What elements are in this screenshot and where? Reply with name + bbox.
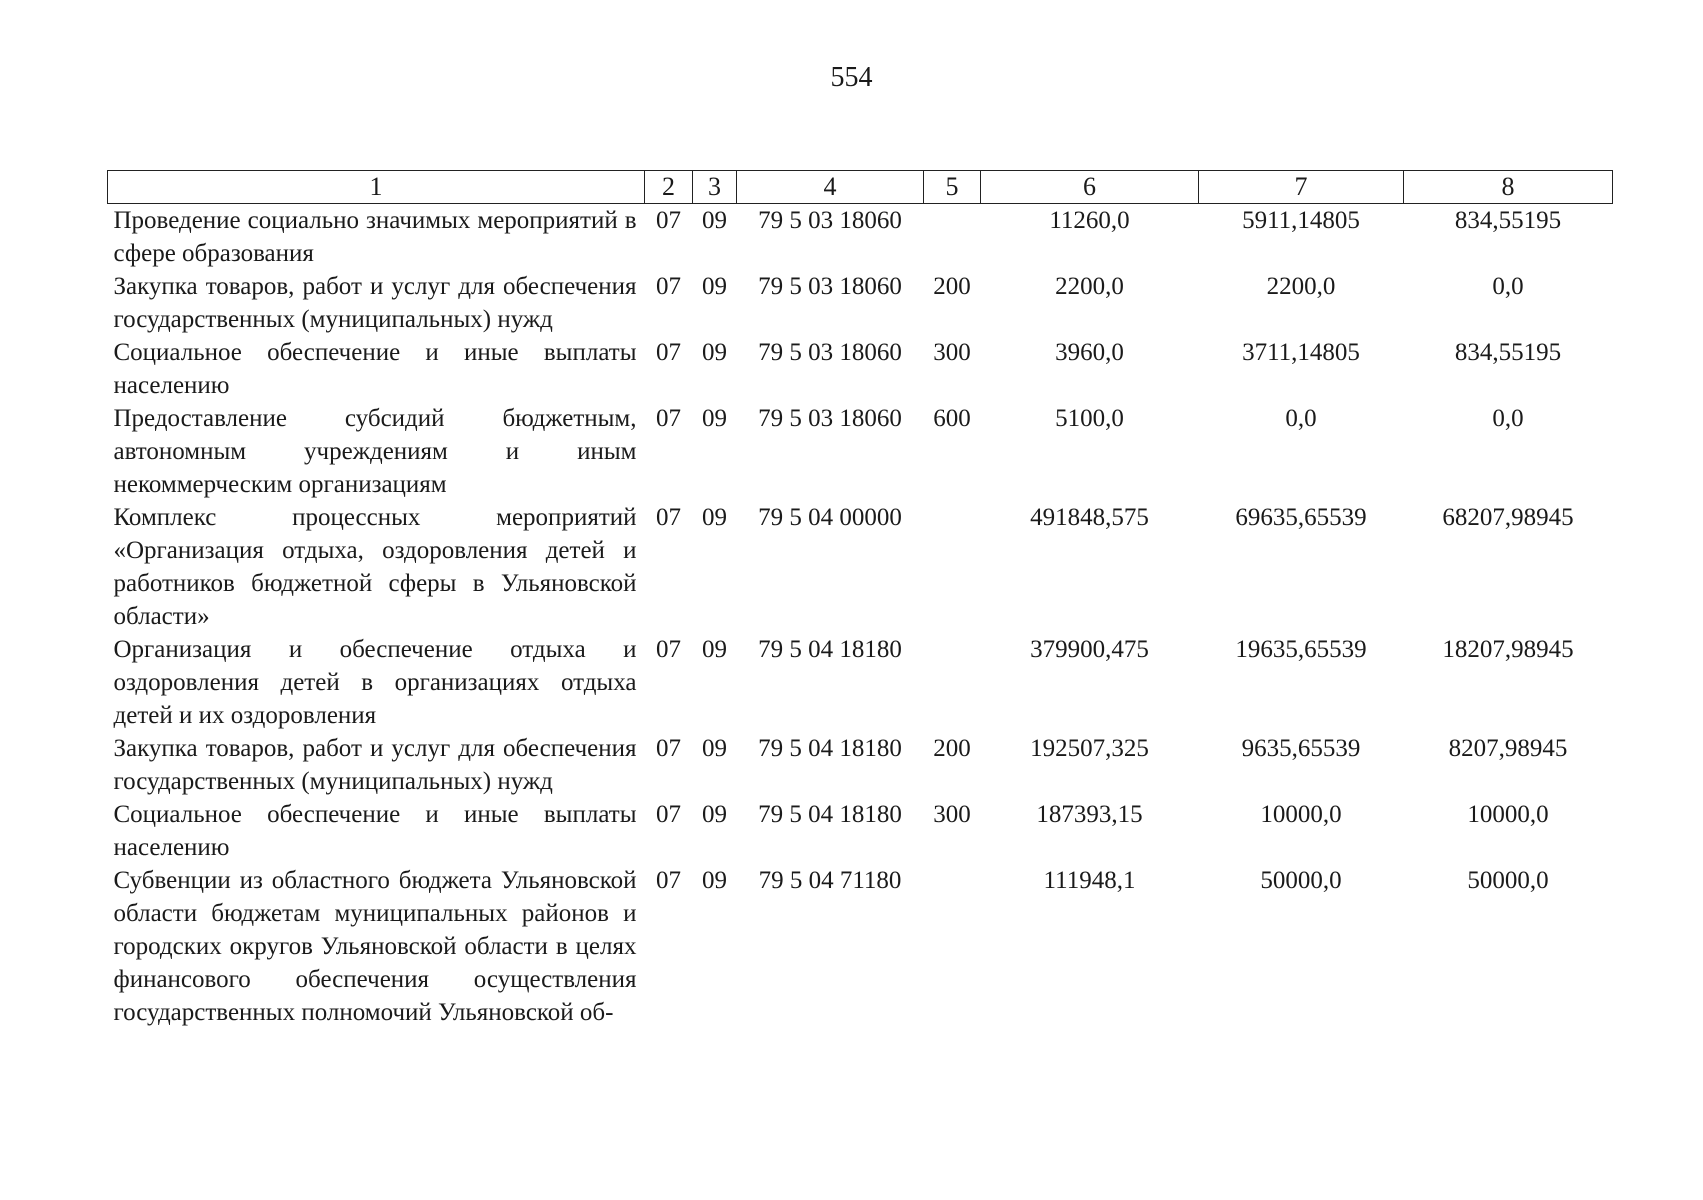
row-expense-type: 200	[933, 735, 971, 762]
row-subsection: 09	[702, 405, 727, 432]
header-col-8: 8	[1404, 171, 1613, 204]
row-amount-col7: 10000,0	[1260, 801, 1342, 828]
row-section: 07	[656, 867, 681, 894]
row-expense-type: 300	[933, 801, 971, 828]
row-amount-col6: 3960,0	[1055, 339, 1124, 366]
row-expense-type	[924, 864, 981, 1029]
row-name: Закупка товаров, работ и услуг для обеспечения государственных (муниципальных) нужд	[113, 273, 637, 333]
row-amount-col8: 834,55195	[1454, 339, 1562, 366]
header-col-5: 5	[924, 171, 981, 204]
row-name: Комплекс процессных мероприятий «Организация отдыха, оздоровления детей и работников бюджетной сферы в Ульяновской области»	[113, 504, 637, 630]
row-subsection: 09	[702, 207, 727, 234]
table-row	[108, 204, 1613, 271]
table-body	[108, 204, 1613, 1030]
row-amount-col6: 5100,0	[1055, 405, 1124, 432]
table-row	[108, 270, 1613, 336]
row-target-article: 79 5 03 18060	[758, 207, 902, 234]
row-name: Закупка товаров, работ и услуг для обеспечения государственных (муниципальных) нужд	[113, 735, 637, 795]
row-target-article: 79 5 03 18060	[758, 273, 902, 300]
row-amount-col8: 0,0	[1492, 273, 1524, 300]
row-amount-col8: 10000,0	[1467, 801, 1549, 828]
row-target-article: 79 5 04 18180	[758, 735, 902, 762]
row-section: 07	[656, 207, 681, 234]
page-number	[0, 62, 1703, 94]
row-section: 07	[656, 735, 681, 762]
row-amount-col8: 0,0	[1492, 405, 1524, 432]
row-amount-col7: 19635,65539	[1235, 636, 1367, 663]
row-section: 07	[656, 504, 681, 531]
row-expense-type	[924, 501, 981, 633]
row-subsection: 09	[702, 504, 727, 531]
row-expense-type	[924, 633, 981, 732]
row-section: 07	[656, 405, 681, 432]
row-amount-col8: 834,55195	[1454, 207, 1562, 234]
row-amount-col8: 68207,98945	[1442, 504, 1574, 531]
row-subsection: 09	[702, 636, 727, 663]
row-amount-col7: 50000,0	[1260, 867, 1342, 894]
row-subsection: 09	[702, 735, 727, 762]
row-target-article: 79 5 04 71180	[758, 867, 902, 894]
table-row	[108, 633, 1613, 732]
header-col-7: 7	[1199, 171, 1404, 204]
page-number-text: 554	[830, 62, 873, 93]
row-name: Организация и обеспечение отдыха и оздоровления детей в организациях отдыха детей и их оздоровления	[113, 636, 637, 729]
row-amount-col6: 379900,475	[1030, 636, 1149, 663]
header-col-3: 3	[693, 171, 737, 204]
table-row	[108, 336, 1613, 402]
row-target-article: 79 5 04 18180	[758, 636, 902, 663]
row-amount-col7: 9635,65539	[1241, 735, 1361, 762]
row-section: 07	[656, 636, 681, 663]
row-amount-col8: 8207,98945	[1448, 735, 1568, 762]
row-expense-type: 200	[933, 273, 971, 300]
row-amount-col7: 2200,0	[1266, 273, 1336, 300]
row-amount-col7: 5911,14805	[1242, 207, 1360, 234]
table-row	[108, 501, 1613, 633]
header-col-1: 1	[108, 171, 645, 204]
header-col-2: 2	[645, 171, 693, 204]
row-amount-col7: 0,0	[1285, 405, 1317, 432]
row-target-article: 79 5 04 18180	[758, 801, 902, 828]
row-amount-col6: 192507,325	[1030, 735, 1149, 762]
row-subsection: 09	[702, 801, 727, 828]
row-name: Предоставление субсидий бюджетным, автономным учреждениям и иным некоммерческим организациям	[113, 405, 637, 498]
row-amount-col7: 3711,14805	[1242, 339, 1360, 366]
row-subsection: 09	[702, 867, 727, 894]
table-row	[108, 864, 1613, 1029]
table-row	[108, 402, 1613, 501]
row-subsection: 09	[702, 273, 727, 300]
header-col-6: 6	[981, 171, 1199, 204]
row-expense-type	[924, 204, 981, 271]
row-name: Социальное обеспечение и иные выплаты населению	[113, 801, 637, 861]
row-expense-type: 600	[933, 405, 971, 432]
row-name: Проведение социально значимых мероприятий в сфере образования	[113, 207, 637, 267]
row-name: Социальное обеспечение и иные выплаты населению	[113, 339, 637, 399]
row-target-article: 79 5 04 00000	[758, 504, 902, 531]
table-row	[108, 798, 1613, 864]
budget-table	[107, 170, 1613, 1029]
row-amount-col8: 18207,98945	[1442, 636, 1574, 663]
table-row	[108, 732, 1613, 798]
row-amount-col8: 50000,0	[1467, 867, 1549, 894]
row-section: 07	[656, 801, 681, 828]
row-target-article: 79 5 03 18060	[758, 339, 902, 366]
header-row	[108, 171, 1613, 204]
row-section: 07	[656, 273, 681, 300]
row-amount-col6: 11260,0	[1049, 207, 1130, 234]
row-name: Субвенции из областного бюджета Ульяновской области бюджетам муниципальных районов и городских округов Ульяновской области в целях финансового обеспечения осуществления государственных полномочий Ульяновской об-	[113, 867, 637, 1026]
header-col-4: 4	[737, 171, 924, 204]
row-amount-col6: 491848,575	[1030, 504, 1149, 531]
row-amount-col6: 187393,15	[1036, 801, 1143, 828]
row-target-article: 79 5 03 18060	[758, 405, 902, 432]
table-header	[108, 171, 1613, 204]
row-amount-col7: 69635,65539	[1235, 504, 1367, 531]
row-amount-col6: 2200,0	[1055, 273, 1124, 300]
row-expense-type: 300	[933, 339, 971, 366]
row-amount-col6: 111948,1	[1043, 867, 1136, 894]
row-section: 07	[656, 339, 681, 366]
row-subsection: 09	[702, 339, 727, 366]
